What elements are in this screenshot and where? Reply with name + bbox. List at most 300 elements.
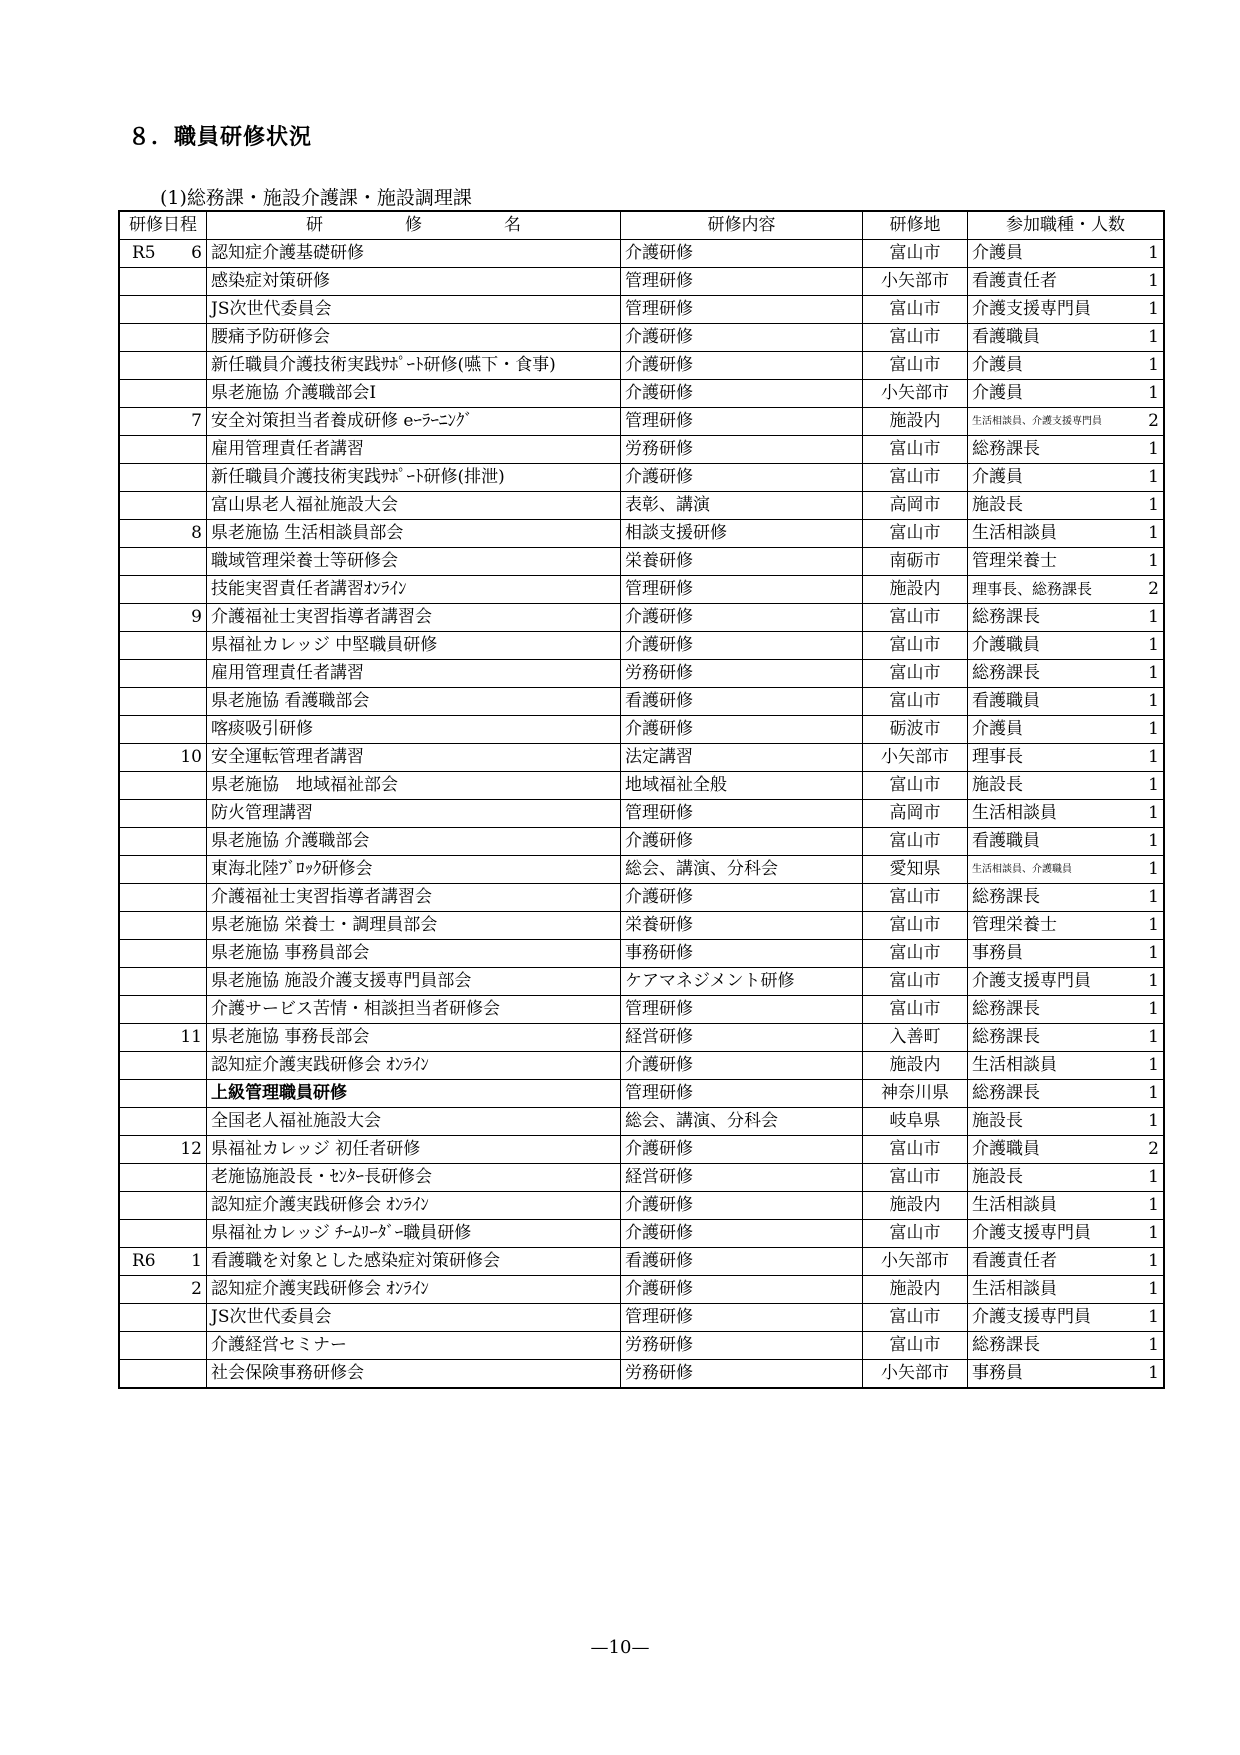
attendee-count: 1 <box>1148 1111 1159 1131</box>
training-content: 総会、講演、分科会 <box>621 1108 863 1136</box>
date-cell <box>119 1220 207 1248</box>
training-place: 小矢部市 <box>863 268 968 296</box>
attendee-cell <box>968 744 1165 772</box>
training-name: 安全運転管理者講習 <box>207 744 621 772</box>
date-cell <box>119 1108 207 1136</box>
table-row <box>119 548 1164 576</box>
table-row <box>119 1248 1164 1276</box>
attendee-count: 1 <box>1148 1167 1159 1187</box>
training-content: 管理研修 <box>621 800 863 828</box>
training-content: 介護研修 <box>621 240 863 268</box>
attendee-cell <box>968 1052 1165 1080</box>
attendee-cell <box>968 912 1165 940</box>
training-content: 管理研修 <box>621 268 863 296</box>
attendee-role: 看護職員 <box>972 831 1040 851</box>
training-place: 富山市 <box>863 1136 968 1164</box>
date-cell <box>119 800 207 828</box>
table-row <box>119 1220 1164 1248</box>
attendee-count: 1 <box>1148 495 1159 515</box>
date-cell <box>119 436 207 464</box>
attendee-count: 1 <box>1148 1335 1159 1355</box>
attendee-role: 総務課長 <box>972 1335 1040 1355</box>
attendee-role: 介護員 <box>972 383 1023 403</box>
attendee-role: 生活相談員 <box>972 523 1057 543</box>
month-label: 9 <box>191 607 202 627</box>
training-place: 富山市 <box>863 660 968 688</box>
month-label: 10 <box>180 747 202 767</box>
training-place: 愛知県 <box>863 856 968 884</box>
training-place: 小矢部市 <box>863 1360 968 1389</box>
table-row <box>119 688 1164 716</box>
training-place: 富山市 <box>863 324 968 352</box>
table-row <box>119 436 1164 464</box>
table-row <box>119 576 1164 604</box>
date-cell <box>119 1304 207 1332</box>
training-place: 施設内 <box>863 1192 968 1220</box>
training-content: 介護研修 <box>621 1136 863 1164</box>
attendee-role: 理事長 <box>972 747 1023 767</box>
date-cell <box>119 940 207 968</box>
training-content: 介護研修 <box>621 1220 863 1248</box>
attendee-role: 介護員 <box>972 467 1023 487</box>
attendee-count: 1 <box>1148 1307 1159 1327</box>
attendee-count: 1 <box>1148 1223 1159 1243</box>
training-content: 管理研修 <box>621 1304 863 1332</box>
header-place: 研修地 <box>863 211 968 240</box>
training-name: 県老施協 生活相談員部会 <box>207 520 621 548</box>
attendee-cell <box>968 828 1165 856</box>
table-row <box>119 1136 1164 1164</box>
table-row <box>119 1304 1164 1332</box>
attendee-role: 施設長 <box>972 495 1023 515</box>
date-cell <box>119 604 207 632</box>
training-content: 労務研修 <box>621 436 863 464</box>
attendee-cell <box>968 436 1165 464</box>
training-place: 富山市 <box>863 604 968 632</box>
attendee-cell <box>968 1276 1165 1304</box>
training-name: JS次世代委員会 <box>207 296 621 324</box>
date-cell <box>119 1136 207 1164</box>
table-row <box>119 884 1164 912</box>
attendee-role: 介護職員 <box>972 635 1040 655</box>
header-attendee: 参加職種・人数 <box>968 211 1165 240</box>
attendee-count: 2 <box>1148 1139 1159 1159</box>
table-row <box>119 1108 1164 1136</box>
attendee-role: 総務課長 <box>972 1027 1040 1047</box>
attendee-cell <box>968 1024 1165 1052</box>
attendee-role: 施設長 <box>972 1167 1023 1187</box>
header-name <box>207 211 621 240</box>
attendee-count: 1 <box>1148 663 1159 683</box>
attendee-cell <box>968 1360 1165 1389</box>
training-name: 県老施協 事務員部会 <box>207 940 621 968</box>
training-name: 感染症対策研修 <box>207 268 621 296</box>
attendee-role: 看護職員 <box>972 327 1040 347</box>
attendee-cell <box>968 380 1165 408</box>
attendee-count: 1 <box>1148 243 1159 263</box>
date-cell <box>119 576 207 604</box>
month-label: 12 <box>180 1139 202 1159</box>
date-cell <box>119 296 207 324</box>
table-row <box>119 604 1164 632</box>
attendee-count: 1 <box>1148 999 1159 1019</box>
date-cell <box>119 912 207 940</box>
date-cell <box>119 240 207 268</box>
date-cell <box>119 1024 207 1052</box>
training-content: 労務研修 <box>621 1332 863 1360</box>
attendee-role: 介護員 <box>972 355 1023 375</box>
attendee-role: 生活相談員 <box>972 1055 1057 1075</box>
training-name: 老施協施設長・ｾﾝﾀｰ長研修会 <box>207 1164 621 1192</box>
training-name: 県福祉カレッジ 初任者研修 <box>207 1136 621 1164</box>
training-place: 富山市 <box>863 464 968 492</box>
table-row <box>119 380 1164 408</box>
training-name: 雇用管理責任者講習 <box>207 660 621 688</box>
table-row <box>119 716 1164 744</box>
table-row <box>119 520 1164 548</box>
training-content: 介護研修 <box>621 324 863 352</box>
attendee-cell <box>968 1164 1165 1192</box>
training-name: 県老施協 事務長部会 <box>207 1024 621 1052</box>
training-place: 富山市 <box>863 352 968 380</box>
attendee-role: 看護責任者 <box>972 1251 1057 1271</box>
attendee-role: 事務員 <box>972 1363 1023 1383</box>
attendee-cell <box>968 800 1165 828</box>
training-content: 介護研修 <box>621 380 863 408</box>
attendee-role: 生活相談員、介護職員 <box>972 864 1072 875</box>
training-content: 労務研修 <box>621 1360 863 1389</box>
training-content: 栄養研修 <box>621 912 863 940</box>
training-name: 介護福祉士実習指導者講習会 <box>207 604 621 632</box>
table-row <box>119 352 1164 380</box>
attendee-count: 2 <box>1148 411 1159 431</box>
training-place: 施設内 <box>863 576 968 604</box>
date-cell <box>119 632 207 660</box>
date-cell <box>119 688 207 716</box>
training-content: 介護研修 <box>621 632 863 660</box>
attendee-count: 1 <box>1148 299 1159 319</box>
attendee-count: 2 <box>1148 579 1159 599</box>
attendee-count: 1 <box>1148 1279 1159 1299</box>
training-place: 施設内 <box>863 1052 968 1080</box>
table-header-row <box>119 211 1164 240</box>
attendee-role: 総務課長 <box>972 439 1040 459</box>
attendee-cell <box>968 604 1165 632</box>
attendee-role: 総務課長 <box>972 999 1040 1019</box>
table-row <box>119 940 1164 968</box>
attendee-cell <box>968 492 1165 520</box>
attendee-cell <box>968 688 1165 716</box>
table-row <box>119 324 1164 352</box>
table-row <box>119 996 1164 1024</box>
training-name: 腰痛予防研修会 <box>207 324 621 352</box>
training-name: 介護サービス苦情・相談担当者研修会 <box>207 996 621 1024</box>
training-place: 神奈川県 <box>863 1080 968 1108</box>
training-content: 介護研修 <box>621 1192 863 1220</box>
attendee-role: 生活相談員、介護支援専門員 <box>972 416 1102 427</box>
training-name: 県老施協 施設介護支援専門員部会 <box>207 968 621 996</box>
training-content: 総会、講演、分科会 <box>621 856 863 884</box>
attendee-cell <box>968 464 1165 492</box>
training-content: 介護研修 <box>621 828 863 856</box>
date-cell <box>119 716 207 744</box>
month-label: 7 <box>191 411 202 431</box>
table-body <box>119 240 1164 1389</box>
attendee-role: 事務員 <box>972 943 1023 963</box>
date-cell <box>119 996 207 1024</box>
attendee-cell <box>968 1248 1165 1276</box>
attendee-count: 1 <box>1148 719 1159 739</box>
training-content: ケアマネジメント研修 <box>621 968 863 996</box>
training-name: 新任職員介護技術実践ｻﾎﾟｰﾄ研修(嚥下・食事) <box>207 352 621 380</box>
header-content: 研修内容 <box>621 211 863 240</box>
training-place: 富山市 <box>863 996 968 1024</box>
date-cell <box>119 548 207 576</box>
training-name: 県老施協 介護職部会 <box>207 828 621 856</box>
attendee-cell <box>968 856 1165 884</box>
attendee-count: 1 <box>1148 1055 1159 1075</box>
date-cell <box>119 828 207 856</box>
attendee-cell <box>968 772 1165 800</box>
attendee-cell <box>968 884 1165 912</box>
table-row <box>119 968 1164 996</box>
table-row <box>119 296 1164 324</box>
date-cell <box>119 1164 207 1192</box>
training-name: 認知症介護実践研修会 ｵﾝﾗｲﾝ <box>207 1192 621 1220</box>
attendee-cell <box>968 296 1165 324</box>
attendee-count: 1 <box>1148 607 1159 627</box>
training-place: 富山市 <box>863 1332 968 1360</box>
training-table <box>118 210 1165 1389</box>
training-content: 管理研修 <box>621 576 863 604</box>
table-row <box>119 660 1164 688</box>
attendee-role: 看護責任者 <box>972 271 1057 291</box>
training-content: 介護研修 <box>621 1276 863 1304</box>
attendee-count: 1 <box>1148 971 1159 991</box>
training-content: 管理研修 <box>621 1080 863 1108</box>
table-row <box>119 492 1164 520</box>
training-place: 砺波市 <box>863 716 968 744</box>
attendee-role: 管理栄養士 <box>972 551 1057 571</box>
date-cell <box>119 492 207 520</box>
attendee-count: 1 <box>1148 1083 1159 1103</box>
attendee-cell <box>968 996 1165 1024</box>
training-place: 富山市 <box>863 968 968 996</box>
date-cell <box>119 1192 207 1220</box>
attendee-cell <box>968 352 1165 380</box>
training-place: 施設内 <box>863 1276 968 1304</box>
attendee-role: 生活相談員 <box>972 1279 1057 1299</box>
page-title: ８．職員研修状況 <box>128 125 313 150</box>
table-row <box>119 1192 1164 1220</box>
training-content: 事務研修 <box>621 940 863 968</box>
training-content: 表彰、講演 <box>621 492 863 520</box>
training-place: 富山市 <box>863 688 968 716</box>
header-name-char: 研 <box>306 215 323 235</box>
date-cell <box>119 464 207 492</box>
attendee-role: 介護職員 <box>972 1139 1040 1159</box>
attendee-role: 介護支援専門員 <box>972 1223 1091 1243</box>
header-name-char: 名 <box>504 215 521 235</box>
attendee-cell <box>968 1192 1165 1220</box>
training-name: 介護福祉士実習指導者講習会 <box>207 884 621 912</box>
training-place: 施設内 <box>863 408 968 436</box>
training-name: 看護職を対象とした感染症対策研修会 <box>207 1248 621 1276</box>
training-name: 新任職員介護技術実践ｻﾎﾟｰﾄ研修(排泄) <box>207 464 621 492</box>
table-row <box>119 1276 1164 1304</box>
attendee-role: 施設長 <box>972 1111 1023 1131</box>
attendee-count: 1 <box>1148 859 1159 879</box>
training-content: 管理研修 <box>621 408 863 436</box>
training-content: 管理研修 <box>621 996 863 1024</box>
date-cell <box>119 1276 207 1304</box>
attendee-role: 施設長 <box>972 775 1023 795</box>
date-cell <box>119 744 207 772</box>
training-name: 安全対策担当者養成研修 eｰﾗｰﾆﾝｸﾞ <box>207 408 621 436</box>
training-name: 県福祉カレッジ 中堅職員研修 <box>207 632 621 660</box>
table-row <box>119 912 1164 940</box>
training-name: 防火管理講習 <box>207 800 621 828</box>
table-row <box>119 464 1164 492</box>
month-label: 11 <box>180 1027 202 1047</box>
table-row <box>119 800 1164 828</box>
header-name-char: 修 <box>405 215 422 235</box>
training-place: 富山市 <box>863 436 968 464</box>
table-row <box>119 1164 1164 1192</box>
date-cell <box>119 1248 207 1276</box>
training-content: 栄養研修 <box>621 548 863 576</box>
training-name: 富山県老人福祉施設大会 <box>207 492 621 520</box>
training-content: 経営研修 <box>621 1024 863 1052</box>
table-row <box>119 1360 1164 1389</box>
attendee-cell <box>968 632 1165 660</box>
training-content: 介護研修 <box>621 716 863 744</box>
training-content: 看護研修 <box>621 1248 863 1276</box>
training-content: 管理研修 <box>621 296 863 324</box>
attendee-cell <box>968 968 1165 996</box>
attendee-role: 総務課長 <box>972 607 1040 627</box>
training-name: 東海北陸ﾌﾞﾛｯｸ研修会 <box>207 856 621 884</box>
training-place: 入善町 <box>863 1024 968 1052</box>
date-cell <box>119 1052 207 1080</box>
attendee-count: 1 <box>1148 1251 1159 1271</box>
training-name: 認知症介護実践研修会 ｵﾝﾗｲﾝ <box>207 1052 621 1080</box>
attendee-cell <box>968 408 1165 436</box>
attendee-count: 1 <box>1148 1363 1159 1383</box>
training-place: 小矢部市 <box>863 744 968 772</box>
training-place: 富山市 <box>863 520 968 548</box>
training-place: 小矢部市 <box>863 1248 968 1276</box>
training-place: 南砺市 <box>863 548 968 576</box>
training-name: JS次世代委員会 <box>207 1304 621 1332</box>
training-place: 小矢部市 <box>863 380 968 408</box>
training-name: 介護経営セミナー <box>207 1332 621 1360</box>
training-place: 富山市 <box>863 1164 968 1192</box>
training-content: 経営研修 <box>621 1164 863 1192</box>
training-name: 上級管理職員研修 <box>207 1080 621 1108</box>
training-name: 認知症介護基礎研修 <box>207 240 621 268</box>
date-cell <box>119 772 207 800</box>
year-label: R6 <box>132 1251 156 1271</box>
attendee-role: 介護員 <box>972 243 1023 263</box>
date-cell <box>119 520 207 548</box>
attendee-cell <box>968 1108 1165 1136</box>
table-row <box>119 1332 1164 1360</box>
table-row <box>119 268 1164 296</box>
attendee-role: 介護員 <box>972 719 1023 739</box>
date-cell <box>119 856 207 884</box>
date-cell <box>119 380 207 408</box>
attendee-role: 介護支援専門員 <box>972 299 1091 319</box>
training-place: 高岡市 <box>863 800 968 828</box>
attendee-role: 総務課長 <box>972 1083 1040 1103</box>
date-cell <box>119 884 207 912</box>
training-place: 富山市 <box>863 912 968 940</box>
attendee-count: 1 <box>1148 467 1159 487</box>
table-row <box>119 632 1164 660</box>
table-row <box>119 1080 1164 1108</box>
training-name: 県老施協 栄養士・調理員部会 <box>207 912 621 940</box>
attendee-count: 1 <box>1148 1027 1159 1047</box>
attendee-cell <box>968 240 1165 268</box>
month-label: 2 <box>191 1279 202 1299</box>
attendee-cell <box>968 1332 1165 1360</box>
training-place: 富山市 <box>863 632 968 660</box>
attendee-role: 生活相談員 <box>972 803 1057 823</box>
date-cell <box>119 1332 207 1360</box>
table-row <box>119 856 1164 884</box>
attendee-cell <box>968 268 1165 296</box>
attendee-cell <box>968 520 1165 548</box>
attendee-count: 1 <box>1148 635 1159 655</box>
month-label: 1 <box>191 1251 202 1271</box>
training-name: 技能実習責任者講習ｵﾝﾗｲﾝ <box>207 576 621 604</box>
attendee-count: 1 <box>1148 747 1159 767</box>
attendee-count: 1 <box>1148 355 1159 375</box>
attendee-count: 1 <box>1148 523 1159 543</box>
date-cell <box>119 324 207 352</box>
training-place: 岐阜県 <box>863 1108 968 1136</box>
training-place: 富山市 <box>863 1220 968 1248</box>
training-place: 高岡市 <box>863 492 968 520</box>
table-row <box>119 772 1164 800</box>
attendee-cell <box>968 1220 1165 1248</box>
attendee-count: 1 <box>1148 1195 1159 1215</box>
training-name: 全国老人福祉施設大会 <box>207 1108 621 1136</box>
attendee-cell <box>968 1136 1165 1164</box>
date-cell <box>119 268 207 296</box>
training-content: 法定講習 <box>621 744 863 772</box>
training-place: 富山市 <box>863 240 968 268</box>
header-date: 研修日程 <box>119 211 207 240</box>
section-subtitle: (1)総務課・施設介護課・施設調理課 <box>160 187 472 209</box>
attendee-count: 1 <box>1148 915 1159 935</box>
training-place: 富山市 <box>863 828 968 856</box>
training-name: 県老施協 地域福祉部会 <box>207 772 621 800</box>
training-content: 相談支援研修 <box>621 520 863 548</box>
training-content: 介護研修 <box>621 464 863 492</box>
table-row <box>119 744 1164 772</box>
table-row <box>119 1052 1164 1080</box>
attendee-cell <box>968 716 1165 744</box>
date-cell <box>119 1080 207 1108</box>
training-name: 喀痰吸引研修 <box>207 716 621 744</box>
attendee-count: 1 <box>1148 327 1159 347</box>
attendee-role: 介護支援専門員 <box>972 971 1091 991</box>
training-content: 介護研修 <box>621 884 863 912</box>
date-cell <box>119 352 207 380</box>
training-place: 富山市 <box>863 1304 968 1332</box>
